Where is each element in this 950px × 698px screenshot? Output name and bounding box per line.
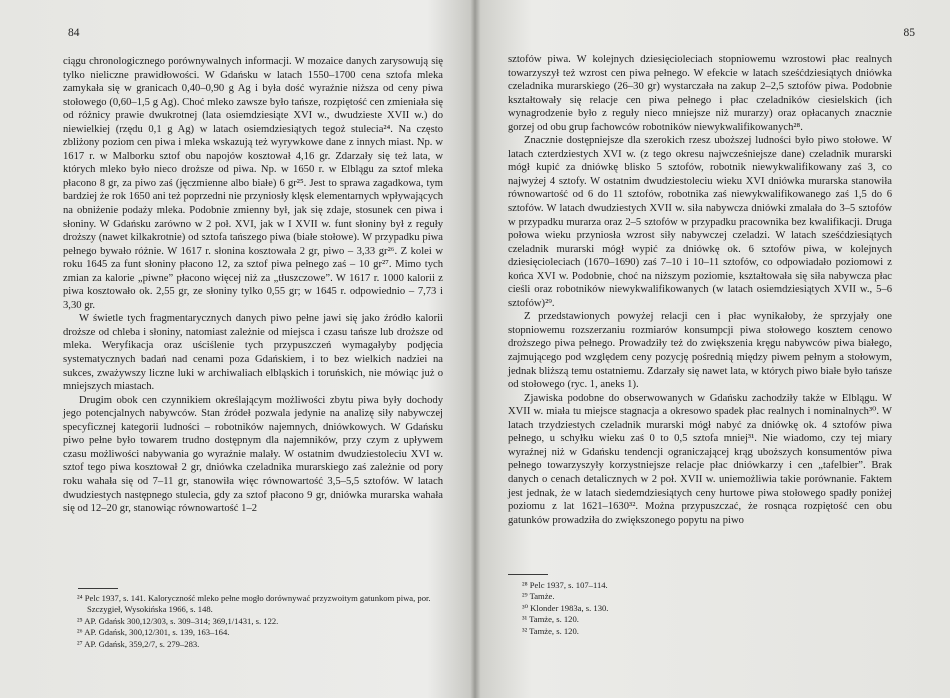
paragraph: Zjawiska podobne do obserwowanych w Gdańsku zachodziły także w Elblągu. W XVII w. miała tu miejsce stagnacja a okresowo spadek płac realnych i nominalnych³⁰. W latach trzydziestych czeladnik murarski mógł nabyć za dniówkę ok. 4 sztofów piwa pełnego, u schyłku wieku zaś 0 to 0,5 sztofa mniej³¹. Nie wiadomo, czy tej miary wyraźnej niż w Gdańsku tendencji ograniczającej krąg uboższych konsumentów piwa pełnego towarzyszyły korzystniejsze relacje płac dniówkarzy i cen „tafelbier”. Brak danych o cenach detalicznych w 2 poł. XVII w. uniemożliwia takie porównanie. Faktem jest jednak, że w latach siedemdziesiątych ceny hurtowe piwa stołowego spadły poniżej poziomu z lat 1621–1630³². Można przypuszczać, że rosnąca rozpiętość cen obu gatunków prowadziła do zwiększonego popytu na piwo [508, 392, 892, 526]
footnotes [508, 580, 892, 637]
footnote-divider [508, 574, 548, 575]
footnote: ³¹ Tamże, s. 120. [522, 614, 579, 625]
paragraph: Z przedstawionych powyżej relacji cen i płac wynikałoby, że sprzyjały one stopniowemu rozszerzaniu rozmiarów konsumpcji piwa stołowego kosztem cenowo droższego piwa pełnego. Prowadziły też do zwiększenia kręgu nabywców piwa białego, zajmującego pod względem ceny pozycję pośrednią między piwem pełnym a stołowym, jednak bliższą temu ostatniemu. Zdarzały się nawet lata, w których piwo białe było tańsze od stołowego (ryc. 1, aneks 1). [508, 311, 892, 391]
footnotes [63, 593, 443, 650]
paragraph: Znacznie dostępniejsze dla szerokich rzesz uboższej ludności było piwo stołowe. W latach czterdziestych XVI w. (z tego okresu najwcześniejsze dane) czeladnik murarski mógł kupić za dniówkę blisko 5 sztofów, robotnik niewykwalifikowany zaś 3, co najwyżej 4 sztofy. W ostatnim dwudziestoleciu wieku XVI dniówka murarska stanowiła równowartość od 6 do 11 sztofów, robotnika zaś niewykwalifikowanego zaś 1,5 do 6 sztofów. W latach dwudziestych XVII w. siła nabywcza dniówki zmalała do 3–5 sztofów w przypadku murarza oraz 2–5 sztofów w przypadku pracownika bez kwalifikacji. Druga połowa wieku przyniosła wzrost siły nabywczej czeladzi. W latach sześćdziesiątych czeladnik murarski mógł wypić za dniówkę ok. 6 sztofów piwa, w kolejnych dziesięcioleciach (1670–1690) zaś 7–10 i 10–11 sztofów, co odpowiadało poziomowi z końca XVI w. Podobnie, choć na niższym poziomie, kształtowała się siła nabywcza płac cieśli oraz robotników niewykwalifikowanych (w latach osiemdziesiątych XVII w., 5–6 sztofów)²⁹. [508, 135, 892, 309]
footnote: ³² Tamże, s. 120. [522, 625, 579, 636]
footnote: ³⁰ Klonder 1983a, s. 130. [522, 602, 609, 613]
footnote: ²⁸ Pelc 1937, s. 107–114. [522, 580, 608, 590]
right-page [475, 0, 950, 698]
body-text [508, 53, 892, 527]
footnote: ²⁴ Pelc 1937, s. 141. Kaloryczność mleko pełne mogło dorównywać przyzwoitym gatunkom piwa, por. Szczygieł, Wysokińska 1966, s. 148. [77, 593, 431, 615]
paragraph: sztofów piwa. W kolejnych dziesięcioleciach stopniowemu wzrostowi płac realnych towarzyszył też wzrost cen piwa pełnego. W efekcie w latach sześćdziesiątych dniówka czeladnika murarskiego (26–30 gr) wystarczała na zakup 2–2,5 sztofów piwa. Podobnie kształtowały się relacje cen piwa pełnego i płac czeladników ciesielskich (ich wynagrodzenie było z reguły nieco mniejsze niż murarzy) oraz opłacanych znacznie gorzej od obu grup fachowców robotników niewykwalifikowanych²⁸. [508, 54, 892, 133]
footnote: ²⁷ AP. Gdańsk, 359,2/7, s. 279–283. [77, 638, 200, 649]
footnote-divider [78, 588, 118, 589]
footnote: ²⁹ Tamże. [522, 591, 555, 602]
paragraph: Drugim obok cen czynnikiem określającym możliwości zbytu piwa były dochody jego potencjalnych nabywców. Stan źródeł pozwala jedynie na analizę siły nabywczej specyficznej kategorii ludności – robotników najemnych, dniówkowych. W Gdańsku piwo pełne było towarem trudno dostępnym dla najemników, przy czym z upływem czasu możliwości nabywania go wyraźnie malały. W ostatnim dwudziestoleciu XVI w. sztof tego piwa kosztował 2 gr, dniówka czeladnika murarskiego zaś zależnie od pory roku wahała się od 7–11 gr, stanowiła więc równowartość 3,5–5,5 sztofów. W latach dwudziestych następnego stulecia, gdy za sztof płacono 9 gr, dniówka murarska wahała się od 12–20 gr, stanowiąc równowartość 1–2 [63, 394, 443, 515]
page-number: 85 [903, 27, 915, 39]
footnote: ²⁶ AP. Gdańsk, 300,12/301, s. 139, 163–164. [77, 627, 230, 638]
page-number: 84 [68, 27, 80, 39]
footnote: ²⁵ AP. Gdańsk 300,12/303, s. 309–314; 369,1/1431, s. 122. [77, 615, 279, 626]
body-text [63, 55, 443, 516]
paragraph: ciągu chronologicznego porównywalnych informacji. W mozaice danych zarysowują się tylko nieliczne prawidłowości. W Gdańsku w latach 1550–1700 cena sztofa mleka zamykała się w granicach 0,40–0,90 g Ag i była dość wyraźnie niższa od ceny piwa stołowego (0,60–1,5 g Ag). Choć mleko zawsze było tańsze, rozpiętość cen zmieniała się od różnicy prawie dwukrotnej (lata osiemdziesiąte XVI w., dwudzieste XVII w.) do niewielkiej (rzędu 0,1 g Ag) w latach osiemdziesiątych tegoż stulecia²⁴. Na często zbliżony poziom cen piwa i mleka wskazują też wyrywkowe dane z innych miast. Np. w 1617 r. w Malborku sztof obu napojów kosztował 4,16 gr. Zdarzały się też lata, w których mleko było nieco droższe od piwa. Np. w 1650 r. w Elblągu za sztof mleka płacono 8 gr, za piwo zaś (jęczmienne albo białe) 6 gr²⁵. Jest to sprawa zagadkowa, tym bardziej że rok 1650 ani też poprzedni nie przyniosły klęsk elementarnych wpływających na obniżenie podaży mleka. Podobnie zmienny był, jak się zdaje, stosunek cen piwa i słoniny. W Gdańsku zarówno w 2 poł. XVI, jak w I XVII w. funt słoniny był z reguły droższy (nawet kilkakrotnie) od sztofa tańszego piwa (białe stołowe). W przypadku piwa pełnego bywało różnie. W 1617 r. słonina kosztowała 2 gr, piwo – 3,33 gr²⁶. Z kolei w roku 1645 za funt słoniny płacono 12, za sztof piwa pełnego zaś – 10 gr²⁷. Mimo tych zmian za kalorie „piwne” płacono więcej niż za „tłuszczowe”. W 1617 r. 1000 kalorii z piwa kosztowało ok. 2,55 gr, ze słoniny tylko 0,55 gr; w 1645 r. odpowiednio – 7,73 i 3,30 gr. [63, 56, 443, 311]
paragraph: W świetle tych fragmentarycznych danych piwo pełne jawi się jako źródło kalorii droższe od chleba i słoniny, natomiast zależnie od miejsca i czasu tańsze lub droższe od mleka. Weryfikacja oraz uściślenie tych przypuszczeń wymagałyby podjęcia systematycznych badań nad cenami poza Gdańskiem, i to bez wielkich nadziei na sukces, zważywszy liczne luki w archiwaliach elbląskich i toruńskich, nie mówiąc już o mniejszych miastach. [63, 313, 443, 393]
